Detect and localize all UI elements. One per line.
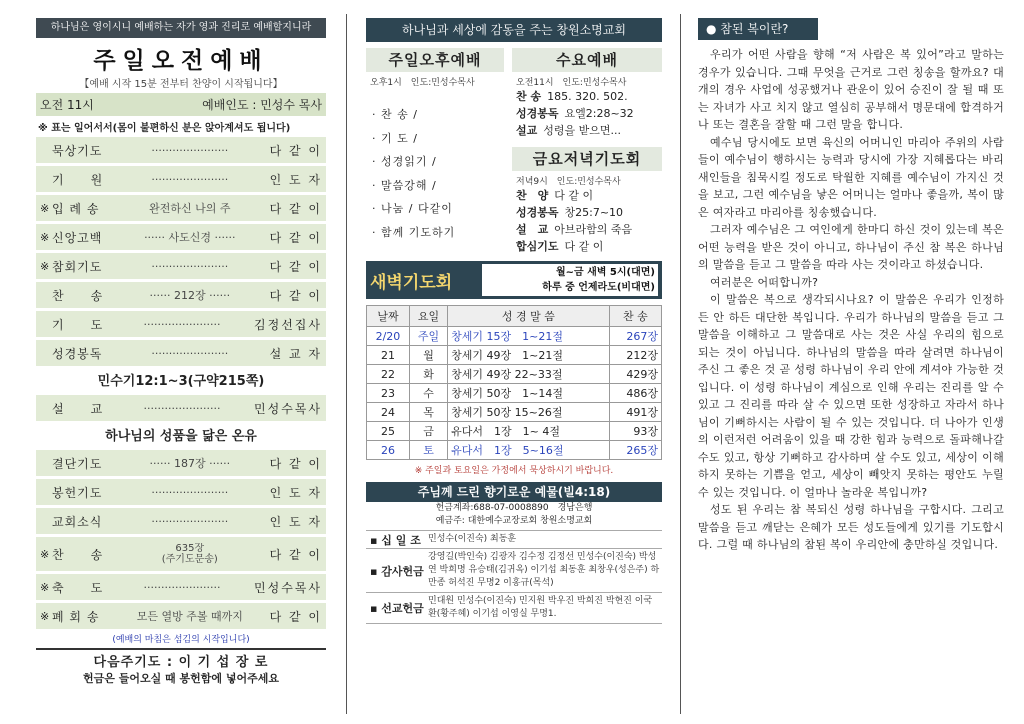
schedule-hymn: 93장 xyxy=(609,422,661,441)
afternoon-info: 오후1시 인도:민성수목사 xyxy=(370,78,475,88)
schedule-date: 23 xyxy=(367,384,410,403)
service-line-label: 설 교 xyxy=(516,223,549,236)
order-detail: ······················ xyxy=(151,485,229,499)
schedule-date: 25 xyxy=(367,422,410,441)
order-detail: ······ 212장 ······ xyxy=(149,289,231,302)
order-label: 기 도 xyxy=(52,317,104,332)
scripture-reference: 민수기12:1~3(구약215쪽) xyxy=(97,374,265,389)
schedule-day: 금 xyxy=(409,422,447,441)
order-person: 다 같 이 xyxy=(269,230,322,245)
afternoon-item: · 나눔 / 다같이 xyxy=(372,202,453,215)
afternoon-title: 주일오후예배 xyxy=(366,48,504,72)
offering-list xyxy=(366,530,662,624)
article-title: ● 참된 복이란? xyxy=(698,18,818,40)
offering-row xyxy=(366,592,662,624)
table-header-cell: 성 경 말 씀 xyxy=(448,306,610,327)
service-line-label: 합심기도 xyxy=(516,240,559,253)
schedule-date: 2/20 xyxy=(367,327,410,346)
order-detail: ······················ xyxy=(151,172,229,186)
schedule-hymn: 212장 xyxy=(609,346,661,365)
order-label: 축 도 xyxy=(52,580,104,595)
service-line xyxy=(512,122,662,139)
offering-account: 헌금계좌:688-07-0008890 경남은행 xyxy=(435,503,593,513)
offering-holder: 예금주: 대한예수교장로회 창원소명교회 xyxy=(435,516,593,526)
offering-label: ▪ 십 일 조 xyxy=(370,533,421,547)
order-person: 설 교 자 xyxy=(269,346,322,361)
table-row xyxy=(367,422,662,441)
order-row xyxy=(36,479,326,505)
stand-note: ※ 표는 일어서서(몸이 불편하신 분은 앉아계셔도 됩니다) xyxy=(38,123,291,134)
afternoon-item: · 기 도 / xyxy=(372,131,418,145)
order-detail: ······················ xyxy=(143,317,221,331)
friday-info: 저녁9시 인도:민성수목사 xyxy=(516,177,621,187)
order-row xyxy=(36,603,326,629)
order-person: 다 같 이 xyxy=(269,609,322,624)
order-person: 김정선집사 xyxy=(254,317,322,332)
offering-row xyxy=(366,548,662,592)
offering-row xyxy=(366,530,662,548)
article-paragraph: 성도 된 우리는 참 복되신 성령 하나님을 구합시다. 그리고 말씀을 듣고 깨닫는 은혜가 모든 성도들에게 있기를 기도합시다. 그럴 때 하나님의 참된 복이 우리안에 충만하실 것입니다. xyxy=(698,503,1004,551)
service-line xyxy=(512,238,662,255)
table-row xyxy=(367,403,662,422)
order-row xyxy=(36,508,326,534)
column-divider-left xyxy=(346,14,347,714)
order-label: 결단기도 xyxy=(52,456,103,471)
offering-names: 강영길(박인숙) 김광자 김수정 김정선 민성수(이진숙) 박성연 박희명 유승태(김귀옥) 이기섭 최동훈 최창우(성은주) 하만종 허석진 무명2 이홍규(목석) xyxy=(428,552,660,588)
order-row xyxy=(36,340,326,366)
service-title: 주일오전예배 xyxy=(93,48,269,74)
order-detail: ······················ xyxy=(151,143,229,157)
service-leader: 예배인도 : 민성수 목사 xyxy=(202,98,322,112)
morning-service-column xyxy=(36,18,326,686)
order-person: 인 도 자 xyxy=(269,172,322,187)
order-detail: ······················ xyxy=(151,259,229,273)
order-detail: ······················ xyxy=(151,346,229,360)
afternoon-item: · 찬 송 / xyxy=(372,108,418,121)
schedule-scripture: 창세기 50장 15~26절 xyxy=(448,403,610,422)
schedule-hymn: 486장 xyxy=(609,384,661,403)
schedule-date: 21 xyxy=(367,346,410,365)
dawn-time-line1: 월~금 새벽 5시(대면) xyxy=(555,267,655,278)
schedule-date: 22 xyxy=(367,365,410,384)
table-header-cell: 날짜 xyxy=(367,306,410,327)
order-star: ※ xyxy=(40,201,50,215)
order-label: 입 례 송 xyxy=(52,201,100,216)
schedule-hymn: 491장 xyxy=(609,403,661,422)
order-row-sermon: 설 교 ······················ 민성수목사 xyxy=(36,395,326,421)
weekday-services-box xyxy=(512,48,662,255)
order-person: 다 같 이 xyxy=(269,456,322,471)
order-row-hymn: ※ 찬 송 635장 (주기도문송) 다 같 이 xyxy=(36,537,326,571)
schedule-date: 24 xyxy=(367,403,410,422)
service-line xyxy=(512,105,662,122)
order-row xyxy=(36,224,326,250)
service-time-row xyxy=(36,93,326,116)
order-person: 다 같 이 xyxy=(269,143,322,158)
sermon-title: 하나님의 성품을 닮은 온유 xyxy=(105,429,257,444)
service-line-label: 성경봉독 xyxy=(516,206,559,219)
table-header-cell: 찬 송 xyxy=(609,306,661,327)
offering-label: ▪ 선교헌금 xyxy=(370,602,424,615)
order-person: 다 같 이 xyxy=(269,288,322,303)
dawn-title: 새벽기도회 xyxy=(370,272,453,293)
article-paragraph: 예수님 당시에도 보면 육신의 어머니인 마리아 주위의 사람들이 예수님이 행하시는 능력과 당시에 가장 지혜롭다는 바리새인들을 침묵시킬 정도로 탁월한 지혜를 예수님이 가지신 것을 보고, 그런 예수님을 낳은 어머니는 얼마나 좋을까, 복이 많은 여자라고 마리아를 칭송했습니다. xyxy=(698,135,1004,219)
order-of-worship xyxy=(36,137,326,629)
order-label: 봉헌기도 xyxy=(52,485,103,500)
order-row xyxy=(36,195,326,221)
schedule-scripture: 유다서 1장 1~ 4절 xyxy=(448,422,610,441)
article-paragraph: 여러분은 어떠합니까? xyxy=(710,275,819,289)
table-row xyxy=(367,346,662,365)
service-line-label: 성경봉독 xyxy=(516,107,559,120)
order-detail: ······ 187장 ······ xyxy=(149,457,231,470)
order-person: 다 같 이 xyxy=(269,259,322,274)
service-line-value: 다 같 이 xyxy=(564,240,604,253)
schedule-day: 화 xyxy=(409,365,447,384)
order-label: 참회기도 xyxy=(52,259,103,274)
next-week-prayer: 다음주기도 : 이 기 섭 장 로 xyxy=(36,648,326,670)
dawn-note: ※ 주일과 토요일은 가정에서 묵상하시기 바랍니다. xyxy=(414,466,614,476)
order-label: 폐 회 송 xyxy=(52,609,100,624)
hymn-note: (주기도문송) xyxy=(161,554,218,565)
order-label: 교회소식 xyxy=(52,514,103,529)
offering-names: 민대원 민성수(이진숙) 민지원 박우진 박희진 박현진 이국환(황주혜) 이기섭 이영실 무명1. xyxy=(428,596,653,619)
table-header-row xyxy=(367,306,662,327)
table-row xyxy=(367,327,662,346)
order-star: ※ xyxy=(40,230,50,244)
schedule-hymn: 265장 xyxy=(609,441,661,460)
order-person: 인 도 자 xyxy=(269,485,322,500)
column-divider-right xyxy=(680,14,681,714)
order-person: 다 같 이 xyxy=(269,201,322,216)
service-line-value: 아브라함의 죽음 xyxy=(554,223,633,236)
afternoon-item: · 함께 기도하기 xyxy=(372,225,456,239)
services-column xyxy=(366,18,662,624)
service-line-value: 성령을 받으면... xyxy=(543,124,622,137)
service-line xyxy=(512,204,662,221)
afternoon-item: · 말씀강해 / xyxy=(372,178,437,192)
order-row xyxy=(36,166,326,192)
schedule-scripture: 창세기 49장 22~33절 xyxy=(448,365,610,384)
order-row xyxy=(36,574,326,600)
article-paragraph: 이 말씀은 복으로 생각되시나요? 이 말씀은 우리가 인정하든 안 하든 대단한 복입니다. 우리가 하나님의 말씀을 듣고 그 말씀을 이해하고 그 말씀대로 사는 것은 사실 우리의 힘으로 되는 것이 아닙니다. 하나님의 말씀을 따라 살려면 하나님이 주신 그 좋은 것 곧 성령 하나님이 우리 안에 계셔야 가능한 것입니다. 이 성령 하나님이 계심으로 인해 우리는 진리를 알 수 있고 그 진리를 따라 살 수 있으면 또한 성장하고 자라서 하나님이 기뻐하시는 사람이 될 수 있는 것입니다. 더 나아가 인생의 이런저런 어려움이 있을 때 강한 힘과 능력으로 돌파해나갈 수도 있고, 항상 기뻐하고 감사하며 살 수도 있고, 세상이 이해하지 못하는 기쁨을 얻고, 세상이 빼앗지 못하는 평안도 누릴 수 있는 것입니다. 이 얼마나 놀라운 복입니까? xyxy=(698,293,1004,499)
service-subtitle: 【예배 시작 15분 전부터 찬양이 시작됩니다】 xyxy=(79,79,283,90)
friday-title: 금요저녁기도회 xyxy=(512,147,662,171)
top-banner: 하나님은 영이시니 예배하는 자가 영과 진리로 예배할지니라 xyxy=(36,18,326,38)
order-row xyxy=(36,450,326,476)
order-person: 인 도 자 xyxy=(269,514,322,529)
service-line xyxy=(512,88,662,105)
service-line-label: 찬 송 xyxy=(516,90,542,103)
order-label: 기 원 xyxy=(52,172,104,187)
schedule-scripture: 창세기 50장 1~14절 xyxy=(448,384,610,403)
dawn-prayer-header xyxy=(366,261,662,299)
offering-names: 민성수(이진숙) 최동훈 xyxy=(428,534,517,544)
order-label: 신앙고백 xyxy=(52,230,103,245)
order-label: 성경봉독 xyxy=(52,346,103,361)
offering-note: 헌금은 들어오실 때 봉헌함에 넣어주세요 xyxy=(83,672,279,685)
article-body xyxy=(698,46,1004,554)
article-paragraph: 그러자 예수님은 그 여인에게 한마디 하신 것이 있는데 복은 어떤 능력을 받은 것이 아니고, 하나님이 주신 참 복은 하나님의 말씀을 듣고 그 말씀을 따라 사는 것이라고 하셨습니다. xyxy=(698,223,1004,271)
service-line-value: 요엘2:28~32 xyxy=(564,107,634,120)
order-label: 묵상기도 xyxy=(52,143,103,158)
order-person: 민성수목사 xyxy=(254,580,322,595)
hymn-number: 635장 xyxy=(175,543,205,554)
schedule-day: 토 xyxy=(409,441,447,460)
order-row xyxy=(36,282,326,308)
afternoon-item: · 성경읽기 / xyxy=(372,155,437,168)
schedule-scripture: 유다서 1장 5~16절 xyxy=(448,441,610,460)
wednesday-info: 오전11시 인도:민성수목사 xyxy=(516,78,627,88)
schedule-date: 26 xyxy=(367,441,410,460)
order-label: 찬 송 xyxy=(52,288,104,303)
service-line-value: 다 같 이 xyxy=(554,189,594,202)
order-detail: 모든 열방 주볼 때까지 xyxy=(136,610,243,623)
service-line xyxy=(512,221,662,238)
schedule-hymn: 267장 xyxy=(609,327,661,346)
schedule-day: 월 xyxy=(409,346,447,365)
schedule-day: 수 xyxy=(409,384,447,403)
order-row xyxy=(36,253,326,279)
service-line-label: 찬 양 xyxy=(516,189,549,202)
dawn-schedule-table xyxy=(366,305,662,460)
table-row xyxy=(367,441,662,460)
service-line-label: 설교 xyxy=(516,124,538,137)
services-twin-boxes xyxy=(366,48,662,255)
schedule-day: 목 xyxy=(409,403,447,422)
schedule-hymn: 429장 xyxy=(609,365,661,384)
article-paragraph: 우리가 어떤 사람을 향해 “저 사람은 복 있어”라고 말하는 경우가 있습니다. 그때 무엇을 근거로 그런 칭송을 할까요? 대개의 경우 사업에 성공했거나 관운이 있어 승진이 잘 될 때 또는 자녀가 사고 치지 않고 열심히 공부해서 명문대에 합격하거나 또는 결혼을 잘할 때 그런 말을 합니다. xyxy=(698,48,1004,131)
table-header-cell: 요일 xyxy=(409,306,447,327)
order-row xyxy=(36,311,326,337)
order-detail: ······················ xyxy=(151,514,229,528)
schedule-scripture: 창세기 49장 1~21절 xyxy=(448,346,610,365)
order-detail: ······················ xyxy=(143,580,221,594)
wednesday-title: 수요예배 xyxy=(512,48,662,72)
service-line-value: 185. 320. 502. xyxy=(547,90,628,103)
table-row xyxy=(367,384,662,403)
service-time: 오전 11시 xyxy=(40,98,94,112)
order-star: ※ xyxy=(40,609,50,623)
dawn-time-line2: 하루 중 언제라도(비대면) xyxy=(542,282,655,293)
order-detail: ······ 사도신경 ······ xyxy=(144,231,236,244)
end-note: (예배의 마침은 섬김의 시작입니다) xyxy=(112,635,250,645)
service-line xyxy=(512,187,662,204)
service-line-value: 창25:7~10 xyxy=(564,206,624,219)
order-star: ※ xyxy=(40,259,50,273)
order-detail: 완전하신 나의 주 xyxy=(149,202,231,215)
schedule-day: 주일 xyxy=(409,327,447,346)
offering-label: ▪ 감사헌금 xyxy=(370,564,424,578)
order-row xyxy=(36,137,326,163)
offering-title: 주님께 드린 향기로운 예물(빌4:18) xyxy=(366,482,662,502)
table-row xyxy=(367,365,662,384)
schedule-scripture: 창세기 15장 1~21절 xyxy=(448,327,610,346)
order-star: ※ xyxy=(40,580,50,594)
afternoon-service-box xyxy=(366,48,504,255)
church-banner: 하나님과 세상에 감동을 주는 창원소명교회 xyxy=(366,18,662,42)
article-column xyxy=(698,18,1004,554)
